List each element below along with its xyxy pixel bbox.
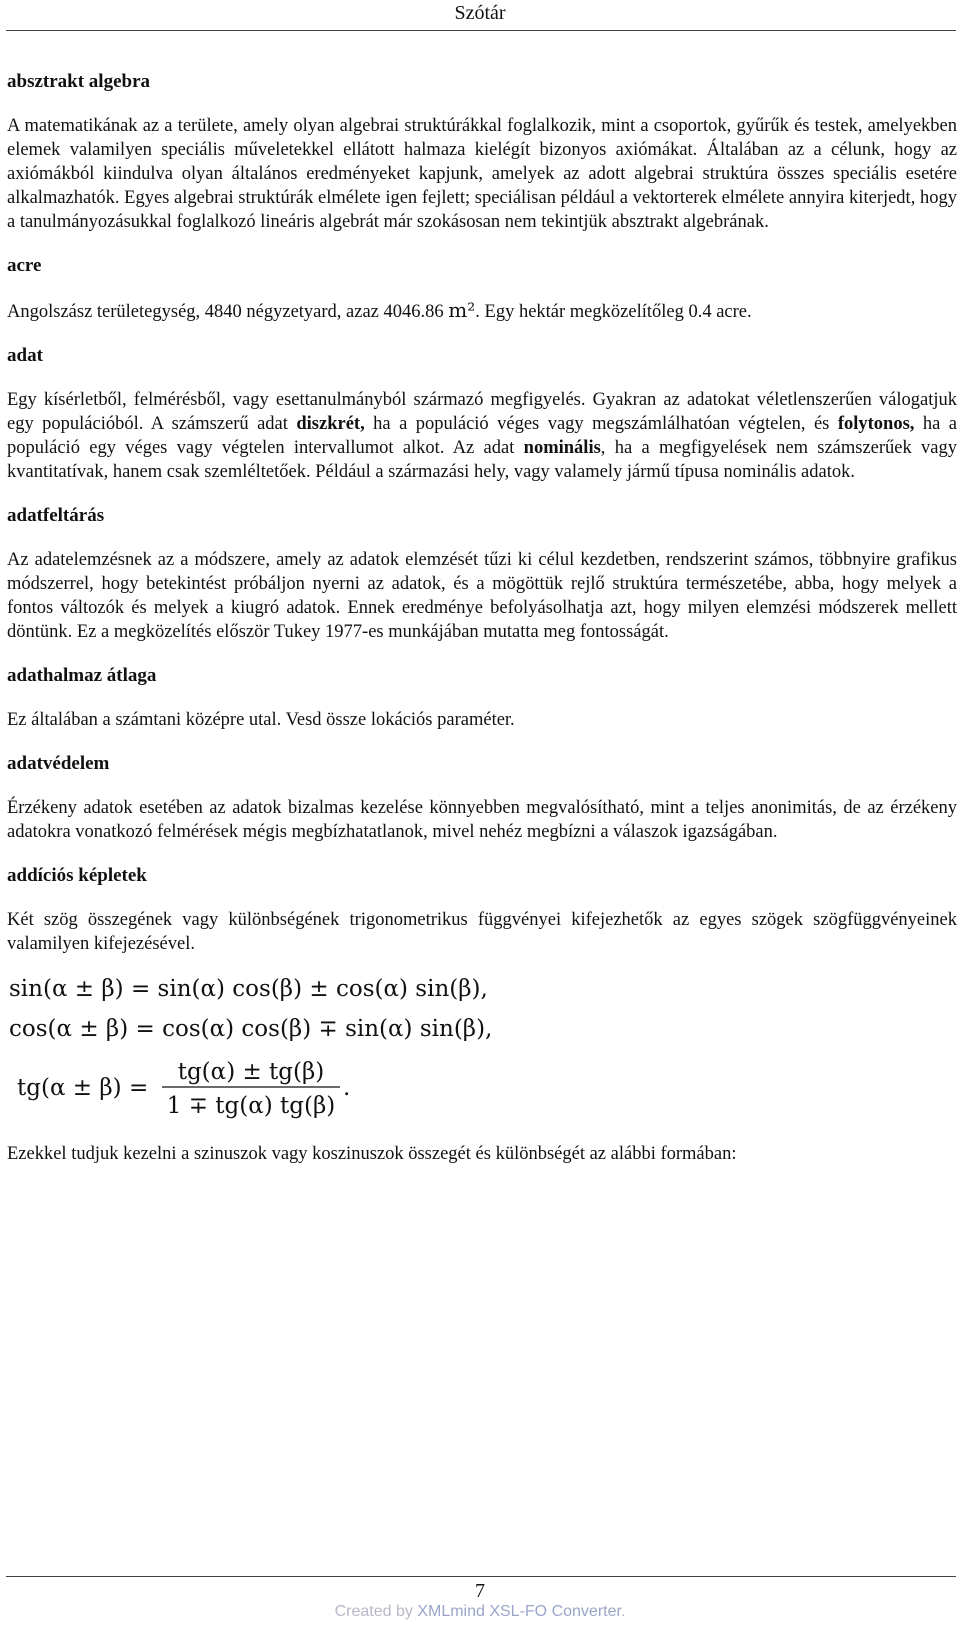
term-absztrakt-algebra: absztrakt algebra bbox=[7, 71, 151, 92]
formula-tg-denominator: 1 ∓ tg(α) tg(β) bbox=[166, 1093, 336, 1119]
header-divider bbox=[6, 30, 956, 31]
formula-svg bbox=[7, 970, 507, 1120]
addition-formulas bbox=[7, 970, 957, 1120]
definition-absztrakt-algebra: A matematikának az a területe, amely olyan algebrai struktúrákkal foglalkozik, mint a csoportok, gyűrűk és testek, amelyekben elemek valamilyen speciális műveletekkel ellátott halmaza kielégít bizonyos axiómákat. Általában az a célunk, hogy az axiómákból kiindulva olyan általános eredményeket kapjunk, amelyek az adott algebrai struktúra összes speciális esetére alkalmazhatók. Egyes algebrai struktúrák elmélete igen fejlett; speciálisan például a vektorterek elmélete annyira kiterjedt, hogy a tanulmányozásukkal foglalkozó lineáris algebrát már szokásosan nem tekintjük absztrakt algebrának. bbox=[7, 116, 957, 232]
definition-acre-text-end: . Egy hektár megközelítőleg 0.4 acre. bbox=[475, 302, 752, 322]
term-addicios-kepletek: addíciós képletek bbox=[7, 865, 147, 886]
term-adathalmaz-atlaga: adathalmaz átlaga bbox=[7, 665, 157, 686]
unit-square-meter: m² bbox=[448, 298, 476, 322]
term-acre: acre bbox=[7, 255, 42, 276]
formula-tg-numerator: tg(α) ± tg(β) bbox=[177, 1059, 325, 1085]
formula-sin: sin(α ± β) = sin(α) cos(β) ± cos(α) sin(β), bbox=[9, 976, 488, 1002]
term-adat: adat bbox=[7, 345, 43, 366]
term-adatvedelem: adatvédelem bbox=[7, 753, 110, 774]
credit-prefix: Created by bbox=[334, 1603, 418, 1620]
credit-brand: XMLmind XSL-FO Converter bbox=[417, 1603, 621, 1620]
definition-adatvedelem: Érzékeny adatok esetében az adatok bizalmas kezelése könnyebben megvalósítható, mint a teljes anonimitás, de az érzékeny adatokra vonatkozó felmérések mégis megbízhatatlanok, mivel nehéz megbízni a válaszok igazságában. bbox=[7, 798, 957, 842]
glossary-content bbox=[7, 70, 957, 1166]
definition-acre bbox=[7, 298, 957, 324]
definition-adat-part: ha a populáció véges vagy megszámlálhatóan végtelen, és bbox=[364, 414, 838, 434]
definition-adat bbox=[7, 388, 957, 484]
definition-adat-part: ha a populáció egy véges vagy végtelen intervallumot alkot. Az adat bbox=[7, 414, 957, 458]
credit-suffix: . bbox=[620, 1603, 626, 1620]
bold-diszkret: diszkrét, bbox=[296, 414, 365, 434]
definition-adatfeltaras: Az adatelemzésnek az a módszere, amely az adatok elemzését tűzi ki célul kezdetben, rendszerint számos, többnyire grafikus módszerrel, hogy betekintést próbáljon nyerni az adatok, és a mögöttük rejlő struktúra természetébe, abba, hogy melyek a fontos változók és melyek a kiugró adatok. Ennek eredménye befolyásolhatja azt, hogy milyen elemzési módszerek mellett döntünk. Ez a megközelítés először Tukey 1977-es munkájában mutatta meg fontosságát. bbox=[7, 550, 957, 642]
formula-tg-period: . bbox=[343, 1075, 351, 1101]
formula-tg-lhs: tg(α ± β) = bbox=[17, 1075, 149, 1101]
definition-adat-part: , ha a megfigyelések nem számszerűek vagy kvantitatívak, hanem csak szemléltetőek. Például a származási hely, vagy valamely jármű típusa nominális adatok. bbox=[7, 438, 958, 482]
bold-folytonos: folytonos, bbox=[837, 414, 915, 434]
formula-cos: cos(α ± β) = cos(α) cos(β) ∓ sin(α) sin(β), bbox=[9, 1016, 493, 1042]
page-number: 7 bbox=[475, 1580, 485, 1602]
page-header-title: Szótár bbox=[454, 2, 506, 24]
term-adatfeltaras: adatfeltárás bbox=[7, 505, 105, 526]
definition-adathalmaz-atlaga: Ez általában a számtani középre utal. Vesd össze lokációs paraméter. bbox=[7, 710, 515, 730]
definition-acre-text: Angolszász területegység, 4840 négyzetyard, azaz 4046.86 bbox=[7, 302, 449, 322]
definition-addicios-kepletek: Két szög összegének vagy különbségének trigonometrikus függvényei kifejezhetők az egyes szögek szögfüggvényeinek valamilyen kifejezésével. bbox=[7, 910, 957, 954]
definition-adat-part: Egy kísérletből, felmérésből, vagy esettanulmányból származó megfigyelés. Gyakran az adatokat véletlenszerűen válogatjuk egy populációból. A számszerű adat bbox=[7, 390, 957, 434]
bold-nominalis: nominális bbox=[523, 438, 601, 458]
footer-credit bbox=[0, 1601, 960, 1623]
definition-addicios-after: Ezekkel tudjuk kezelni a szinuszok vagy koszinuszok összegét és különbségét az alábbi formában: bbox=[7, 1144, 737, 1164]
